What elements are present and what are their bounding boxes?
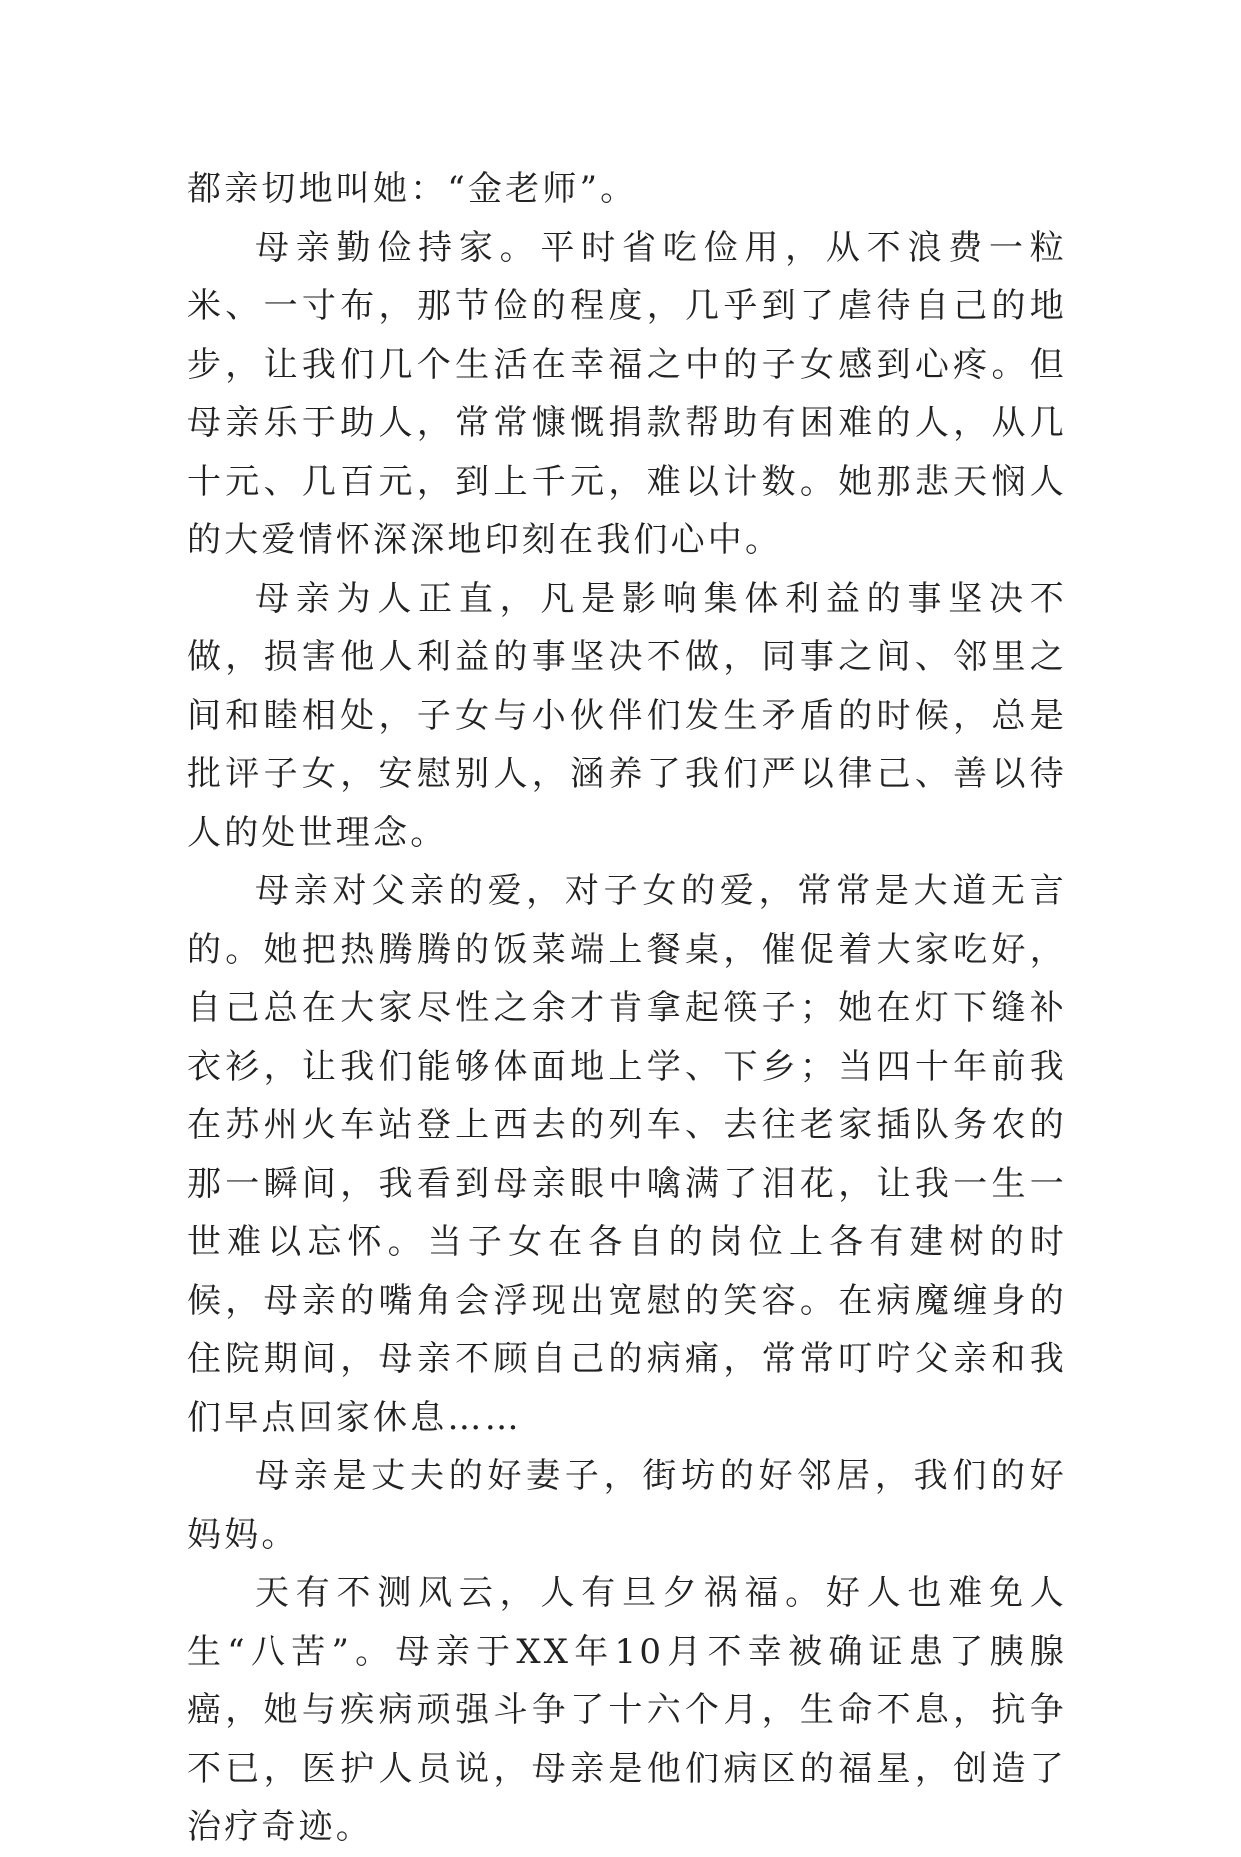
- document-body: [187, 160, 1067, 1857]
- paragraph-illness: 天有不测风云，人有旦夕祸福。好人也难免人生“八苦”。母亲于XX年10月不幸被确证患了胰腺癌，她与疾病顽强斗争了十六个月，生命不息，抗争不已，医护人员说，母亲是他们病区的福星，创造了治疗奇迹。: [187, 1573, 1067, 1847]
- paragraph-summary: 母亲是丈夫的好妻子，街坊的好邻居，我们的好妈妈。: [187, 1456, 1067, 1555]
- paragraph-frugality: 母亲勤俭持家。平时省吃俭用，从不浪费一粒米、一寸布，那节俭的程度，几乎到了虐待自己的地步，让我们几个生活在幸福之中的子女感到心疼。但母亲乐于助人，常常慷慨捐款帮助有困难的人，从几十元、几百元，到上千元，难以计数。她那悲天悯人的大爱情怀深深地印刻在我们心中。: [187, 227, 1067, 560]
- paragraph-integrity: 母亲为人正直，凡是影响集体利益的事坚决不做，损害他人利益的事坚决不做，同事之间、邻里之间和睦相处，子女与小伙伴们发生矛盾的时候，总是批评子女，安慰别人，涵养了我们严以律己、善以待人的处世理念。: [187, 578, 1067, 853]
- paragraph-continued: 都亲切地叫她：“金老师”。: [187, 169, 638, 209]
- paragraph-love: 母亲对父亲的爱，对子女的爱，常常是大道无言的。她把热腾腾的饭菜端上餐桌，催促着大家吃好，自己总在大家尽性之余才肯拿起筷子；她在灯下缝补衣衫，让我们能够体面地上学、下乡；当四十年前我在苏州火车站登上西去的列车、去往老家插队务农的那一瞬间，我看到母亲眼中噙满了泪花，让我一生一世难以忘怀。当子女在各自的岗位上各有建树的时候，母亲的嘴角会浮现出宽慰的笑容。在病魔缠身的住院期间，母亲不顾自己的病痛，常常叮咛父亲和我们早点回家休息……: [187, 871, 1067, 1438]
